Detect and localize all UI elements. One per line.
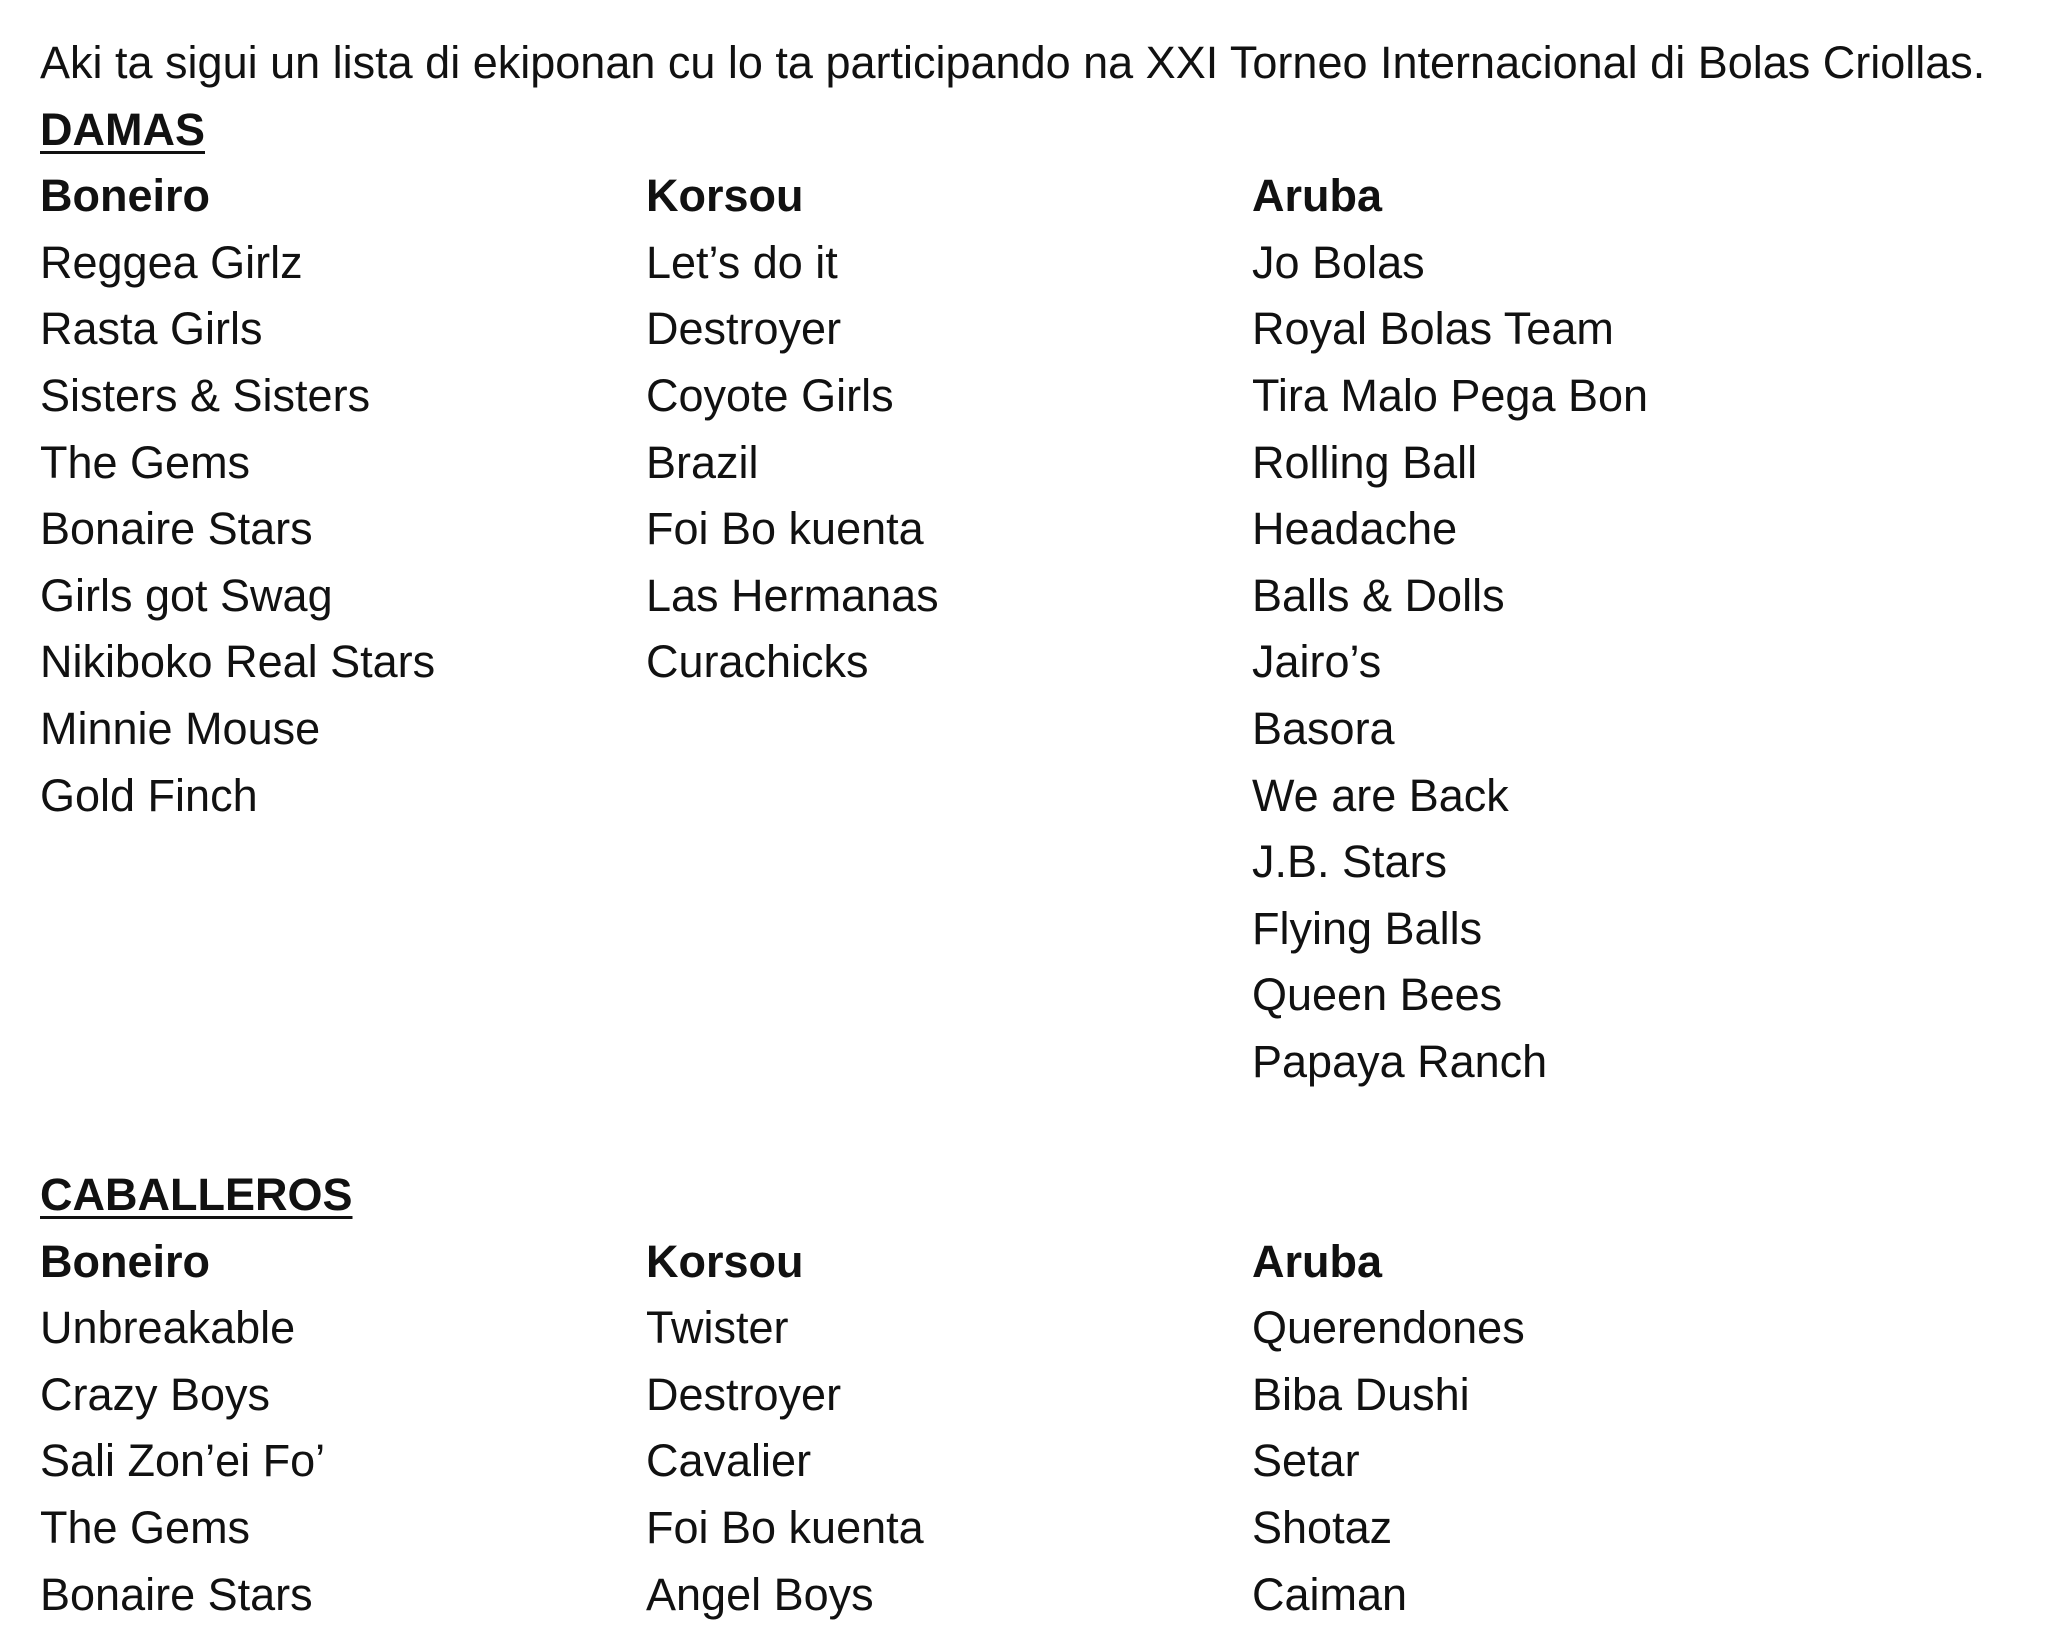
team-item: Crazy Boys	[40, 1368, 271, 1420]
damas-columns	[40, 163, 2040, 1095]
team-item: We are Back	[1252, 769, 1509, 821]
column-header: Korsou	[646, 1235, 804, 1287]
team-item: Flying Balls	[1252, 902, 1483, 954]
team-item: Rolling Ball	[1252, 436, 1478, 488]
caballeros-column-boneiro	[40, 1229, 646, 1628]
team-item: Las Hermanas	[646, 569, 939, 621]
team-item: Sali Zon’ei Fo’	[40, 1435, 326, 1487]
team-item: The Gems	[40, 436, 251, 488]
team-item: Queen Bees	[1252, 969, 1503, 1021]
team-item: Bonaire Stars	[40, 503, 313, 555]
team-item: Brazil	[646, 436, 759, 488]
team-item: Balls & Dolls	[1252, 569, 1505, 621]
team-item: Rasta Girls	[40, 303, 263, 355]
caballeros-column-korsou	[646, 1229, 1252, 1628]
team-item: Setar	[1252, 1435, 1360, 1487]
team-item: Querendones	[1252, 1302, 1525, 1354]
team-item: Let’s do it	[646, 236, 838, 288]
team-item: Unbreakable	[40, 1302, 296, 1354]
team-item: Destroyer	[646, 303, 842, 355]
team-item: Jo Bolas	[1252, 236, 1425, 288]
intro-text: Aki ta sigui un lista di ekiponan cu lo ta participando na XXI Torneo Internacional di Bolas Criollas.	[40, 37, 1986, 88]
team-item: The Gems	[40, 1502, 251, 1554]
column-header: Korsou	[646, 170, 804, 222]
section-heading-damas: DAMAS	[40, 103, 205, 155]
team-item: Foi Bo kuenta	[646, 503, 924, 555]
team-item: Destroyer	[646, 1368, 842, 1420]
team-item: Girls got Swag	[40, 569, 333, 621]
team-item: Basora	[1252, 702, 1395, 754]
damas-column-korsou	[646, 163, 1252, 1095]
team-item: Curachicks	[646, 636, 869, 688]
team-item: Coyote Girls	[646, 369, 894, 421]
team-item: Papaya Ranch	[1252, 1035, 1548, 1087]
team-item: Gold Finch	[40, 769, 258, 821]
document-body	[40, 30, 2040, 1628]
team-item: Twister	[646, 1302, 789, 1354]
team-item: Shotaz	[1252, 1502, 1393, 1554]
damas-column-aruba	[1252, 163, 1858, 1095]
team-item: Headache	[1252, 503, 1458, 555]
column-header: Boneiro	[40, 170, 211, 222]
team-item: Caiman	[1252, 1568, 1408, 1620]
damas-column-boneiro	[40, 163, 646, 1095]
team-item: Royal Bolas Team	[1252, 303, 1614, 355]
team-item: Reggea Girlz	[40, 236, 303, 288]
team-item: Cavalier	[646, 1435, 812, 1487]
team-item: Biba Dushi	[1252, 1368, 1470, 1420]
caballeros-columns	[40, 1229, 2040, 1628]
column-header: Aruba	[1252, 1235, 1383, 1287]
team-item: Sisters & Sisters	[40, 369, 371, 421]
team-item: J.B. Stars	[1252, 836, 1448, 888]
team-item: Angel Boys	[646, 1568, 874, 1620]
team-item: Nikiboko Real Stars	[40, 636, 436, 688]
column-header: Aruba	[1252, 170, 1383, 222]
column-header: Boneiro	[40, 1235, 211, 1287]
team-item: Foi Bo kuenta	[646, 1502, 924, 1554]
caballeros-column-aruba	[1252, 1229, 1858, 1628]
team-item: Jairo’s	[1252, 636, 1382, 688]
team-item: Bonaire Stars	[40, 1568, 313, 1620]
section-heading-caballeros: CABALLEROS	[40, 1169, 353, 1221]
team-item: Minnie Mouse	[40, 702, 321, 754]
section-spacer	[40, 1096, 2040, 1163]
team-item: Tira Malo Pega Bon	[1252, 369, 1649, 421]
